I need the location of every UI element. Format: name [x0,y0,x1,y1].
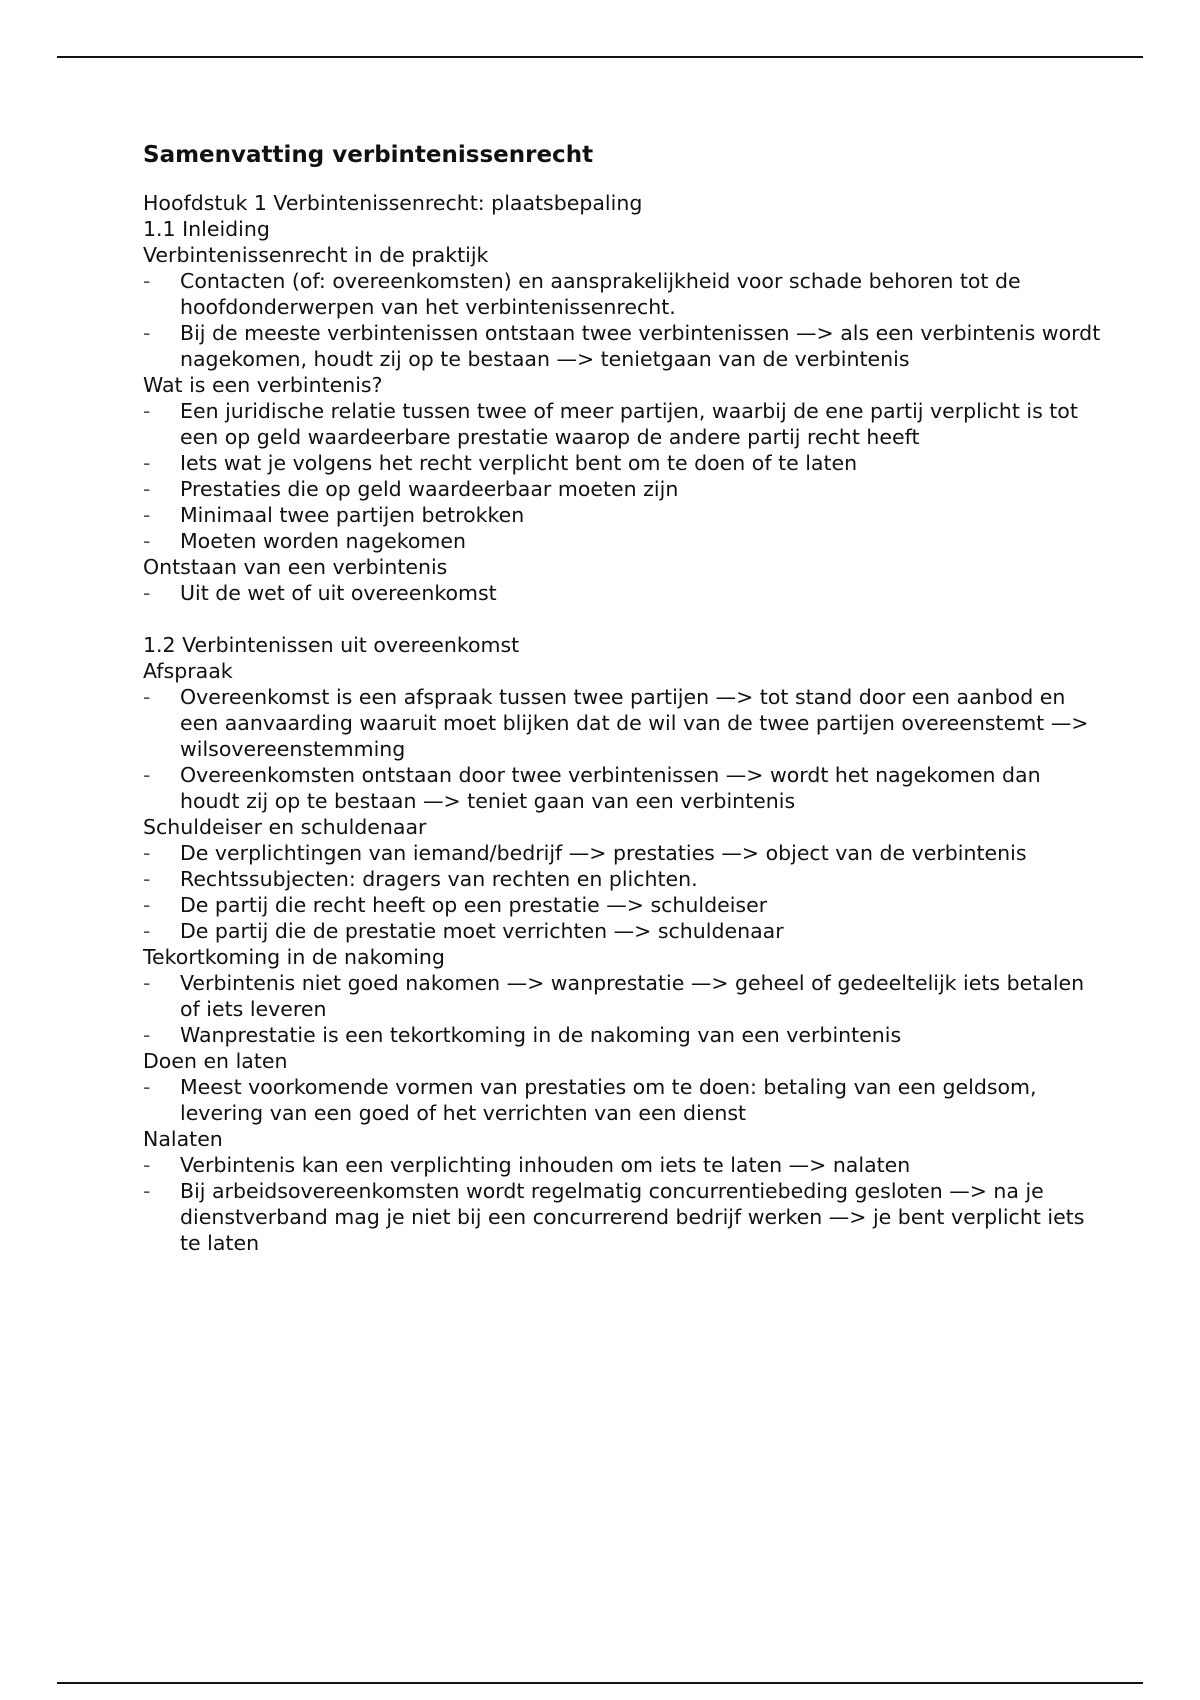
subheading: Tekortkoming in de nakoming [143,945,445,969]
subheading: Ontstaan van een verbintenis [143,555,448,579]
list-item: - Bij de meeste verbintenissen ontstaan twee verbintenissen —> als een verbintenis wordt nagekomen, houdt zij op te bestaan —> tenietgaan van de verbintenis [143,321,1101,371]
list-item: - Iets wat je volgens het recht verplicht bent om te doen of te laten [143,451,858,475]
list-item: - Bij arbeidsovereenkomsten wordt regelmatig concurrentiebeding gesloten —> na je dienstverband mag je niet bij een concurrerend bedrijf werken —> je bent verplicht iets te laten [143,1179,1085,1255]
section-spacer [143,606,1103,632]
list-item: - Contacten (of: overeenkomsten) en aansprakelijkheid voor schade behoren tot de hoofdonderwerpen van het verbintenissenrecht. [143,269,1021,319]
subheading: Doen en laten [143,1049,288,1073]
subheading: Schuldeiser en schuldenaar [143,815,427,839]
list-item: - De verplichtingen van iemand/bedrijf —> prestaties —> object van de verbintenis [143,841,1027,865]
list-item: - Verbintenis niet goed nakomen —> wanprestatie —> geheel of gedeeltelijk iets betalen of iets leveren [143,971,1085,1021]
list-item: - Moeten worden nagekomen [143,529,466,553]
subheading: Afspraak [143,659,233,683]
list-item: - Overeenkomsten ontstaan door twee verbintenissen —> wordt het nagekomen dan houdt zij op te bestaan —> teniet gaan van een verbintenis [143,763,1041,813]
subheading: Verbintenissenrecht in de praktijk [143,243,489,267]
bottom-rule [57,1682,1143,1684]
list-item: - Prestaties die op geld waardeerbaar moeten zijn [143,477,679,501]
list-item: - Verbintenis kan een verplichting inhouden om iets te laten —> nalaten [143,1153,911,1177]
top-rule [57,56,1143,58]
document-title: Samenvatting verbintenissenrecht [143,142,594,168]
subheading: Wat is een verbintenis? [143,373,383,397]
list-item: - De partij die recht heeft op een prestatie —> schuldeiser [143,893,768,917]
list-item: - Uit de wet of uit overeenkomst [143,581,497,605]
list-item: - Rechtssubjecten: dragers van rechten en plichten. [143,867,698,891]
chapter-heading: Hoofdstuk 1 Verbintenissenrecht: plaatsbepaling [143,191,643,215]
list-item: - Overeenkomst is een afspraak tussen twee partijen —> tot stand door een aanbod en een aanvaarding waaruit moet blijken dat de wil van de twee partijen overeenstemt —> wilsovereenstemming [143,685,1089,761]
section-heading: 1.2 Verbintenissen uit overeenkomst [143,633,520,657]
list-item: - Minimaal twee partijen betrokken [143,503,525,527]
list-item: - Meest voorkomende vormen van prestaties om te doen: betaling van een geldsom, levering van een goed of het verrichten van een dienst [143,1075,1037,1125]
list-item: - Wanprestatie is een tekortkoming in de nakoming van een verbintenis [143,1023,902,1047]
section-heading: 1.1 Inleiding [143,217,270,241]
list-item: - Een juridische relatie tussen twee of meer partijen, waarbij de ene partij verplicht is tot een op geld waardeerbare prestatie waarop de andere partij recht heeft [143,399,1078,449]
list-item: - De partij die de prestatie moet verrichten —> schuldenaar [143,919,784,943]
subheading: Nalaten [143,1127,223,1151]
document-body [143,140,1103,1256]
